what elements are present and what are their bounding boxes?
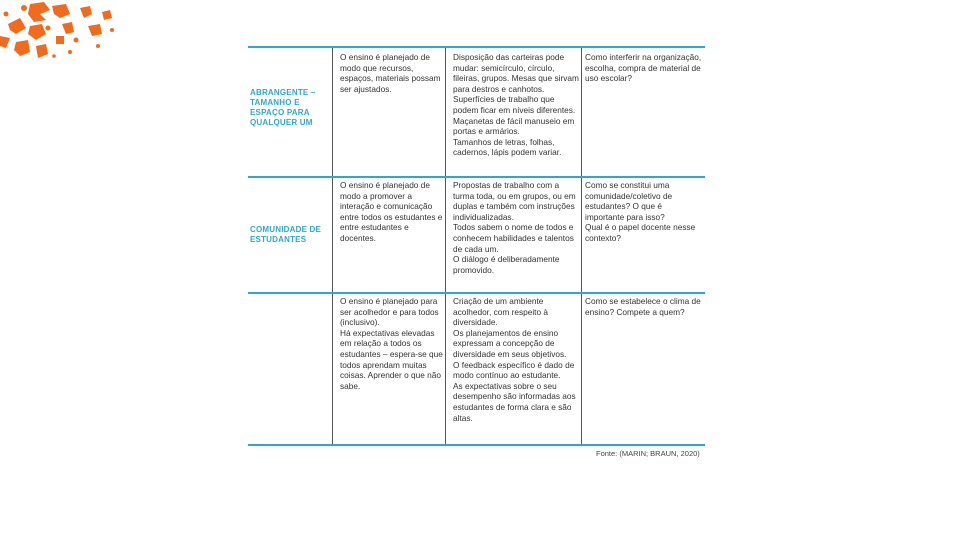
cell-paragraph: Criação de um ambiente acolhedor, com respeito à diversidade.	[453, 296, 549, 328]
cell-paragraph: O feedback específico é dado de modo contínuo ao estudante.	[453, 359, 575, 381]
cell-paragraph: O ensino é planejado de modo a promover a interação e comunicação entre todos os estudantes e entre estudantes e docentes.	[340, 180, 443, 243]
column-divider	[581, 48, 582, 176]
column-divider	[445, 294, 446, 444]
table-row	[248, 178, 705, 292]
cell-paragraph: Qual é o papel docente nesse contexto?	[585, 222, 696, 243]
cell-paragraph: Todos sabem o nome de todos e conhecem habilidades e talentos de cada um.	[453, 222, 574, 254]
cell-paragraph: Como se constitui uma comunidade/coletivo de estudantes? O que é importante para isso?	[585, 180, 673, 222]
cell-teaching	[340, 180, 444, 244]
cell-teaching	[340, 296, 444, 391]
row-label: ABRANGENTE – TAMANHO E ESPAÇO PARA QUALQUER UM	[250, 88, 316, 127]
source-citation: Fonte: (MARIN; BRAUN, 2020)	[596, 449, 700, 458]
column-divider	[332, 178, 333, 292]
column-divider	[445, 178, 446, 292]
cell-question	[585, 296, 703, 317]
table-bottom-rule	[248, 444, 705, 446]
column-divider	[581, 294, 582, 444]
cell-practice	[453, 296, 580, 423]
cell-teaching	[340, 52, 444, 94]
table-row	[248, 294, 705, 444]
orange-splatter-decoration	[0, 0, 120, 62]
cell-question	[585, 52, 703, 84]
column-divider	[332, 294, 333, 444]
cell-paragraph: Há expectativas elevadas em relação a todos os estudantes – espera-se que todos aprendam muitas coisas. Aprender o que não sabe.	[340, 327, 443, 391]
cell-practice	[453, 180, 580, 275]
row-label: COMUNIDADE DE ESTUDANTES	[250, 225, 322, 244]
cell-paragraph: Como se estabelece o clima de ensino? Compete a quem?	[585, 296, 701, 317]
cell-paragraph: As expectativas sobre o seu desempenho são informadas aos estudantes de forma clara e são altas.	[453, 380, 576, 423]
cell-paragraph: O ensino é planejado de modo que recursos, espaços, materiais possam ser ajustados.	[340, 52, 441, 94]
cell-paragraph: Superfícies de trabalho que podem ficar em níveis diferentes.	[453, 94, 576, 115]
cell-question	[585, 180, 703, 244]
table-row	[248, 48, 705, 176]
cell-paragraph: Disposição das carteiras pode mudar: semicírculo, círculo, fileiras, grupos. Mesas que sirvam para destros e canhotos.	[453, 52, 579, 94]
cell-paragraph: O ensino é planejado para ser acolhedor e para todos (inclusivo).	[340, 296, 439, 328]
cell-practice	[453, 52, 580, 158]
cell-paragraph: Tamanhos de letras, folhas, cadernos, lápis podem variar.	[453, 136, 562, 158]
cell-paragraph: Como interferir na organização, escolha, compra de material de uso escolar?	[585, 52, 702, 84]
cell-paragraph: O diálogo é deliberadamente promovido.	[453, 254, 560, 275]
cell-paragraph: Propostas de trabalho com a turma toda, ou em grupos, ou em duplas e também com instruções individualizadas.	[453, 180, 576, 222]
cell-paragraph: Os planejamentos de ensino expressam a concepção de diversidade em seus objetivos.	[453, 327, 567, 359]
cell-paragraph: Maçanetas de fácil manuseio em portas e armários.	[453, 115, 575, 137]
column-divider	[445, 48, 446, 176]
column-divider	[581, 178, 582, 292]
column-divider	[332, 48, 333, 176]
